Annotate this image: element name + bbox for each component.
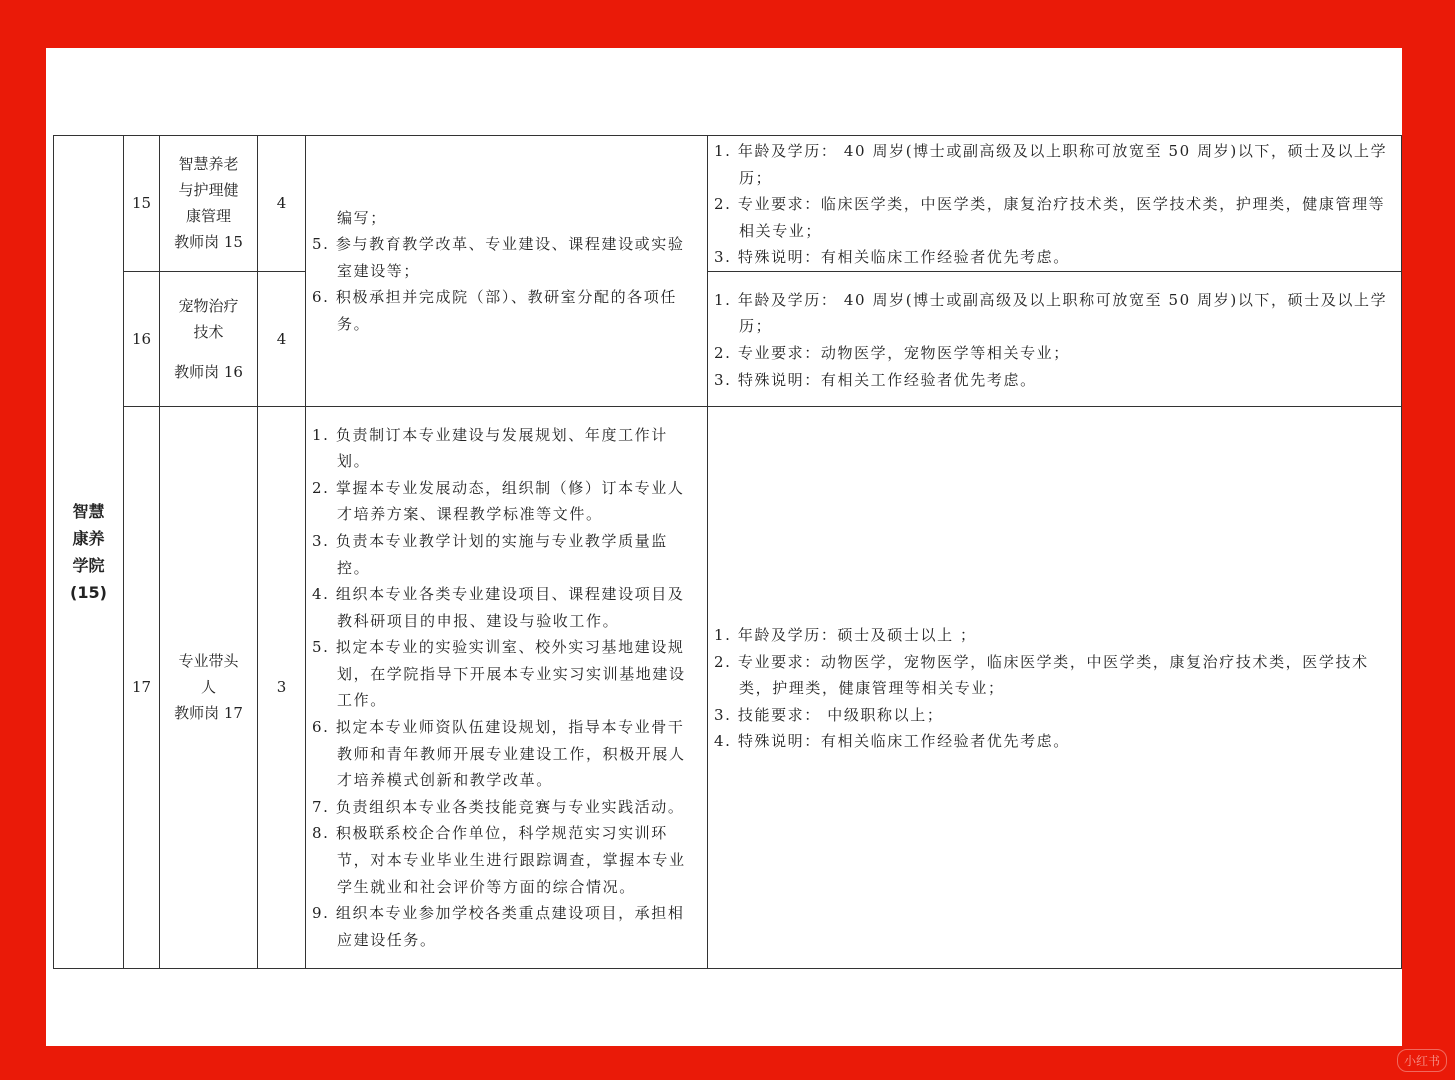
list-item: 1. 年龄及学历： 40 周岁(博士或副高级及以上职称可放宽至 50 周岁)以下，硕士及以上学历；: [714, 290, 1388, 336]
list-item: 2. 专业要求：动物医学，宠物医学，临床医学类，中医学类，康复治疗技术类，医学技术类，护理类，健康管理等相关专业；: [714, 652, 1369, 698]
requirements-cell: [708, 136, 1402, 272]
requirements-list: [708, 136, 1401, 271]
duties-list: [306, 422, 707, 954]
list-item: 6. 拟定本专业师资队伍建设规划，指导本专业骨干教师和青年教师开展专业建设工作，积极开展人才培养模式创新和教学改革。: [312, 718, 686, 790]
list-item: 2. 专业要求：临床医学类，中医学类，康复治疗技术类，医学技术类，护理类，健康管理等相关专业；: [714, 195, 1386, 240]
list-item: 1. 负责制订本专业建设与发展规划、年度工作计划。: [312, 425, 668, 471]
table-row: [54, 406, 1402, 968]
headcount: 3: [258, 406, 306, 968]
list-item: 6. 积极承担并完成院（部）、教研室分配的各项任务。: [312, 288, 677, 333]
list-item: 3. 负责本专业教学计划的实施与专业教学质量监控。: [312, 531, 668, 577]
duties-cell: [306, 406, 708, 968]
row-number: 17: [124, 406, 160, 968]
list-item: 2. 掌握本专业发展动态，组织制（修）订本专业人才培养方案、课程教学标准等文件。: [312, 478, 685, 524]
list-item: 1. 年龄及学历： 40 周岁(博士或副高级及以上职称可放宽至 50 周岁)以下，硕士及以上学历；: [714, 142, 1388, 187]
table-row: [54, 136, 1402, 272]
post-name: 智慧养老 与护理健 康管理 教师岗 15: [160, 136, 258, 272]
list-item: 9. 组织本专业参加学校各类重点建设项目，承担相应建设任务。: [312, 904, 685, 949]
list-item: 3. 特殊说明：有相关工作经验者优先考虑。: [714, 370, 1037, 389]
headcount: 4: [258, 271, 306, 406]
list-item: 8. 积极联系校企合作单位，科学规范实习实训环节，对本专业毕业生进行跟踪调查，掌握本专业学生就业和社会评价等方面的综合情况。: [312, 824, 686, 896]
row-number: 16: [124, 271, 160, 406]
job-table: [53, 135, 1402, 969]
list-item: 3. 特殊说明：有相关临床工作经验者优先考虑。: [714, 248, 1070, 267]
document-page: [46, 48, 1402, 1046]
requirements-cell: [708, 406, 1402, 968]
requirements-list: [708, 620, 1401, 755]
watermark-logo: 小红书: [1397, 1049, 1447, 1072]
row-number: 15: [124, 136, 160, 272]
list-item: 7. 负责组织本专业各类技能竞赛与专业实践活动。: [312, 797, 685, 816]
post-name: 宠物治疗 技术 教师岗 16: [160, 271, 258, 406]
list-item: 5. 拟定本专业的实验实训室、校外实习基地建设规划，在学院指导下开展本专业实习实训基地建设工作。: [312, 638, 686, 710]
list-item: 5. 参与教育教学改革、专业建设、课程建设或实验室建设等；: [312, 235, 685, 280]
list-item: 3. 技能要求： 中级职称以上；: [714, 705, 944, 724]
duties-list: [306, 205, 707, 338]
duties-cell: [306, 136, 708, 407]
list-item: 1. 年龄及学历：硕士及硕士以上 ；: [714, 625, 977, 644]
department-count: (15): [70, 582, 107, 602]
list-item: 4. 特殊说明：有相关临床工作经验者优先考虑。: [714, 732, 1070, 751]
table-row: [54, 271, 1402, 406]
post-name: 专业带头 人 教师岗 17: [160, 406, 258, 968]
list-item: 4. 组织本专业各类专业建设项目、课程建设项目及教科研项目的申报、建设与验收工作。: [312, 585, 685, 630]
department-name: 智慧: [72, 501, 105, 521]
requirements-cell: [708, 271, 1402, 406]
list-item: 编写；: [337, 208, 387, 227]
list-item: 2. 专业要求：动物医学，宠物医学等相关专业；: [714, 343, 1070, 362]
department-cell: 智慧 康养 学院 (15): [54, 136, 124, 969]
requirements-list: [708, 285, 1401, 393]
headcount: 4: [258, 136, 306, 272]
